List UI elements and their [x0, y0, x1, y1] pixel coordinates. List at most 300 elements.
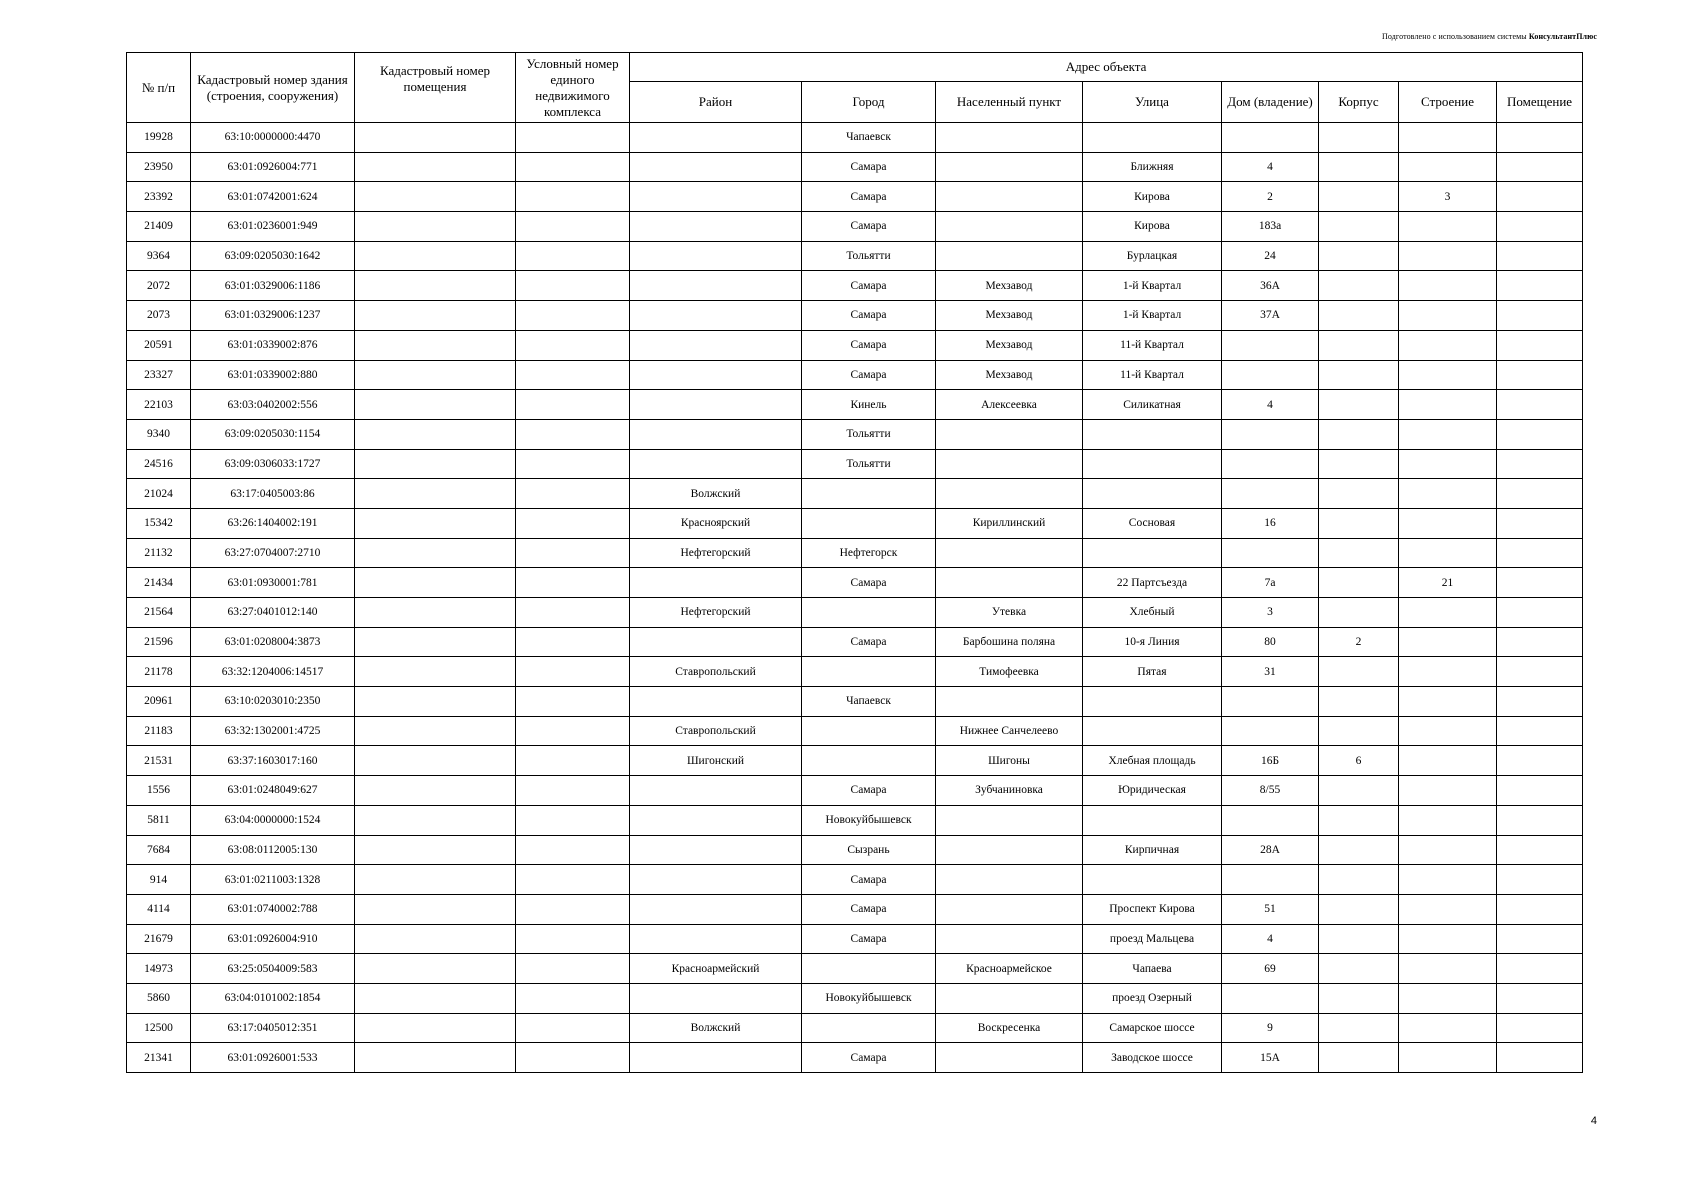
- header-building-cadastral: Кадастровый номер здания (строения, сооружения): [191, 53, 355, 123]
- table-row: [127, 271, 1583, 301]
- cell-city: Нефтегорск: [802, 538, 936, 568]
- cell-korpus: [1319, 123, 1399, 153]
- cell-num: 21178: [127, 657, 191, 687]
- cell-room-cadastral: [355, 182, 516, 212]
- cell-locality: [936, 419, 1083, 449]
- cell-building-cadastral: 63:25:0504009:583: [191, 954, 355, 984]
- cell-city: Самара: [802, 271, 936, 301]
- cell-korpus: [1319, 271, 1399, 301]
- cell-street: Пятая: [1083, 657, 1222, 687]
- cell-num: 21024: [127, 479, 191, 509]
- table-row: [127, 716, 1583, 746]
- cell-street: Бурлацкая: [1083, 241, 1222, 271]
- cell-num: 7684: [127, 835, 191, 865]
- cell-num: 19928: [127, 123, 191, 153]
- cell-street: Хлебная площадь: [1083, 746, 1222, 776]
- cell-locality: [936, 123, 1083, 153]
- header-house: Дом (владение): [1222, 82, 1319, 123]
- cell-district: [630, 419, 802, 449]
- cell-building-cadastral: 63:01:0236001:949: [191, 212, 355, 242]
- cell-premises: [1497, 894, 1583, 924]
- cell-house: [1222, 330, 1319, 360]
- cell-complex-number: [516, 924, 630, 954]
- cell-num: 9340: [127, 419, 191, 449]
- cell-room-cadastral: [355, 983, 516, 1013]
- cell-locality: [936, 835, 1083, 865]
- cell-street: Самарское шоссе: [1083, 1013, 1222, 1043]
- cell-city: Самара: [802, 330, 936, 360]
- cell-locality: Барбошина поляна: [936, 627, 1083, 657]
- cell-korpus: [1319, 152, 1399, 182]
- cell-street: Силикатная: [1083, 390, 1222, 420]
- cell-street: проезд Мальцева: [1083, 924, 1222, 954]
- cell-city: [802, 657, 936, 687]
- cell-room-cadastral: [355, 657, 516, 687]
- cell-city: [802, 954, 936, 984]
- cell-street: Хлебный: [1083, 598, 1222, 628]
- cell-num: 15342: [127, 508, 191, 538]
- cell-street: проезд Озерный: [1083, 983, 1222, 1013]
- cell-room-cadastral: [355, 894, 516, 924]
- cell-premises: [1497, 152, 1583, 182]
- cell-house: [1222, 865, 1319, 895]
- cell-num: 21434: [127, 568, 191, 598]
- cell-room-cadastral: [355, 301, 516, 331]
- cell-complex-number: [516, 983, 630, 1013]
- cell-district: [630, 152, 802, 182]
- cell-premises: [1497, 865, 1583, 895]
- cell-korpus: [1319, 894, 1399, 924]
- cell-house: 37А: [1222, 301, 1319, 331]
- cell-complex-number: [516, 479, 630, 509]
- cell-building: [1399, 538, 1497, 568]
- header-num: № п/п: [127, 53, 191, 123]
- cell-locality: Мехзавод: [936, 271, 1083, 301]
- cell-district: [630, 805, 802, 835]
- cell-building: [1399, 865, 1497, 895]
- table-row: [127, 1043, 1583, 1073]
- cell-district: [630, 865, 802, 895]
- cell-complex-number: [516, 954, 630, 984]
- cell-premises: [1497, 419, 1583, 449]
- cell-street: 1-й Квартал: [1083, 301, 1222, 331]
- table-row: [127, 479, 1583, 509]
- cell-premises: [1497, 805, 1583, 835]
- cell-premises: [1497, 687, 1583, 717]
- cell-num: 21132: [127, 538, 191, 568]
- cell-house: 51: [1222, 894, 1319, 924]
- cell-locality: Шигоны: [936, 746, 1083, 776]
- cell-korpus: [1319, 835, 1399, 865]
- cell-num: 20961: [127, 687, 191, 717]
- header-city: Город: [802, 82, 936, 123]
- cell-street: Ближняя: [1083, 152, 1222, 182]
- table-row: [127, 123, 1583, 153]
- page-number: 4: [1590, 1115, 1597, 1127]
- cell-building: [1399, 1013, 1497, 1043]
- cell-complex-number: [516, 182, 630, 212]
- cell-city: Самара: [802, 776, 936, 806]
- cell-complex-number: [516, 419, 630, 449]
- cell-building: [1399, 360, 1497, 390]
- cell-premises: [1497, 746, 1583, 776]
- cell-house: [1222, 687, 1319, 717]
- cell-district: [630, 390, 802, 420]
- table-row: [127, 627, 1583, 657]
- cell-num: 14973: [127, 954, 191, 984]
- cell-premises: [1497, 123, 1583, 153]
- cell-street: Проспект Кирова: [1083, 894, 1222, 924]
- cell-district: Нефтегорский: [630, 598, 802, 628]
- cell-street: [1083, 538, 1222, 568]
- cell-locality: Тимофеевка: [936, 657, 1083, 687]
- cell-city: Новокуйбышевск: [802, 983, 936, 1013]
- cell-korpus: [1319, 1043, 1399, 1073]
- cell-building: [1399, 152, 1497, 182]
- cell-house: 4: [1222, 390, 1319, 420]
- cell-locality: Утевка: [936, 598, 1083, 628]
- header-address: Адрес объекта: [630, 53, 1583, 82]
- cell-complex-number: [516, 212, 630, 242]
- cell-premises: [1497, 568, 1583, 598]
- cell-premises: [1497, 479, 1583, 509]
- cell-premises: [1497, 1013, 1583, 1043]
- cell-building: [1399, 776, 1497, 806]
- cell-premises: [1497, 954, 1583, 984]
- cell-building: [1399, 687, 1497, 717]
- cell-room-cadastral: [355, 330, 516, 360]
- cell-locality: Мехзавод: [936, 301, 1083, 331]
- cell-room-cadastral: [355, 716, 516, 746]
- cell-complex-number: [516, 508, 630, 538]
- cell-complex-number: [516, 241, 630, 271]
- cell-complex-number: [516, 657, 630, 687]
- cell-district: [630, 330, 802, 360]
- cell-district: Красноярский: [630, 508, 802, 538]
- cell-complex-number: [516, 805, 630, 835]
- cell-locality: Нижнее Санчелеево: [936, 716, 1083, 746]
- cell-korpus: [1319, 716, 1399, 746]
- cell-city: Кинель: [802, 390, 936, 420]
- cell-locality: [936, 182, 1083, 212]
- cell-building: [1399, 330, 1497, 360]
- cell-premises: [1497, 983, 1583, 1013]
- cell-city: Тольятти: [802, 419, 936, 449]
- cell-korpus: [1319, 449, 1399, 479]
- cell-locality: [936, 212, 1083, 242]
- cell-locality: [936, 538, 1083, 568]
- cell-building: [1399, 805, 1497, 835]
- cell-num: 2072: [127, 271, 191, 301]
- cell-complex-number: [516, 716, 630, 746]
- cell-district: Шигонский: [630, 746, 802, 776]
- cell-building-cadastral: 63:17:0405012:351: [191, 1013, 355, 1043]
- cell-premises: [1497, 657, 1583, 687]
- cell-city: [802, 508, 936, 538]
- cell-room-cadastral: [355, 212, 516, 242]
- cell-house: 8/55: [1222, 776, 1319, 806]
- cell-room-cadastral: [355, 805, 516, 835]
- cell-building: [1399, 627, 1497, 657]
- cell-city: Тольятти: [802, 449, 936, 479]
- cell-street: [1083, 687, 1222, 717]
- cell-locality: Мехзавод: [936, 330, 1083, 360]
- table-row: [127, 746, 1583, 776]
- cell-room-cadastral: [355, 835, 516, 865]
- cell-korpus: [1319, 865, 1399, 895]
- cell-num: 23950: [127, 152, 191, 182]
- table-row: [127, 360, 1583, 390]
- cell-city: Самара: [802, 627, 936, 657]
- cell-complex-number: [516, 568, 630, 598]
- cell-room-cadastral: [355, 152, 516, 182]
- cell-room-cadastral: [355, 360, 516, 390]
- cell-building-cadastral: 63:26:1404002:191: [191, 508, 355, 538]
- cell-locality: [936, 1043, 1083, 1073]
- cell-building: [1399, 390, 1497, 420]
- cell-room-cadastral: [355, 627, 516, 657]
- cell-num: 1556: [127, 776, 191, 806]
- cell-district: [630, 568, 802, 598]
- cell-num: 914: [127, 865, 191, 895]
- cell-num: 20591: [127, 330, 191, 360]
- header-district: Район: [630, 82, 802, 123]
- cell-building-cadastral: 63:01:0339002:876: [191, 330, 355, 360]
- cell-house: [1222, 538, 1319, 568]
- cell-building: 3: [1399, 182, 1497, 212]
- cell-korpus: [1319, 419, 1399, 449]
- cell-house: 2: [1222, 182, 1319, 212]
- cell-premises: [1497, 449, 1583, 479]
- table-row: [127, 954, 1583, 984]
- cell-building-cadastral: 63:01:0740002:788: [191, 894, 355, 924]
- cell-city: Самара: [802, 152, 936, 182]
- cell-num: 5860: [127, 983, 191, 1013]
- cell-building-cadastral: 63:08:0112005:130: [191, 835, 355, 865]
- cell-street: [1083, 865, 1222, 895]
- cell-city: [802, 716, 936, 746]
- cell-premises: [1497, 627, 1583, 657]
- cell-district: Ставропольский: [630, 716, 802, 746]
- cell-city: Самара: [802, 894, 936, 924]
- cell-district: Волжский: [630, 1013, 802, 1043]
- cell-district: [630, 1043, 802, 1073]
- cell-city: Новокуйбышевск: [802, 805, 936, 835]
- cell-premises: [1497, 330, 1583, 360]
- cell-complex-number: [516, 1043, 630, 1073]
- table-body: [127, 123, 1583, 1073]
- cell-street: [1083, 716, 1222, 746]
- cell-korpus: [1319, 390, 1399, 420]
- cell-num: 21409: [127, 212, 191, 242]
- cell-city: Самара: [802, 924, 936, 954]
- cell-street: 10-я Линия: [1083, 627, 1222, 657]
- cell-korpus: [1319, 479, 1399, 509]
- cell-locality: [936, 865, 1083, 895]
- cell-locality: [936, 687, 1083, 717]
- cell-room-cadastral: [355, 271, 516, 301]
- table-row: [127, 687, 1583, 717]
- cell-city: [802, 479, 936, 509]
- cell-building-cadastral: 63:09:0306033:1727: [191, 449, 355, 479]
- registry-sheet: [126, 52, 1583, 1073]
- cell-num: 23327: [127, 360, 191, 390]
- cell-korpus: [1319, 568, 1399, 598]
- cell-premises: [1497, 538, 1583, 568]
- cell-district: [630, 241, 802, 271]
- watermark-prefix: Подготовлено с использованием системы: [1382, 32, 1527, 41]
- cell-premises: [1497, 360, 1583, 390]
- cell-building-cadastral: 63:27:0704007:2710: [191, 538, 355, 568]
- cell-building: [1399, 924, 1497, 954]
- cell-room-cadastral: [355, 419, 516, 449]
- cell-complex-number: [516, 687, 630, 717]
- cell-korpus: [1319, 776, 1399, 806]
- cell-korpus: 6: [1319, 746, 1399, 776]
- cell-city: Самара: [802, 360, 936, 390]
- cell-premises: [1497, 776, 1583, 806]
- cell-district: [630, 449, 802, 479]
- cell-district: Нефтегорский: [630, 538, 802, 568]
- cell-street: Кирова: [1083, 212, 1222, 242]
- cell-district: Ставропольский: [630, 657, 802, 687]
- cell-city: Самара: [802, 212, 936, 242]
- cell-building: 21: [1399, 568, 1497, 598]
- cell-korpus: [1319, 538, 1399, 568]
- cell-street: [1083, 479, 1222, 509]
- cell-room-cadastral: [355, 687, 516, 717]
- cell-street: Сосновая: [1083, 508, 1222, 538]
- consultant-watermark: [1382, 32, 1597, 41]
- cell-building-cadastral: 63:03:0402002:556: [191, 390, 355, 420]
- cell-district: [630, 776, 802, 806]
- table-row: [127, 776, 1583, 806]
- cell-district: [630, 687, 802, 717]
- cell-building: [1399, 212, 1497, 242]
- cell-num: 21531: [127, 746, 191, 776]
- cell-street: Заводское шоссе: [1083, 1043, 1222, 1073]
- cell-house: 183а: [1222, 212, 1319, 242]
- cell-street: Юридическая: [1083, 776, 1222, 806]
- cell-street: Кирпичная: [1083, 835, 1222, 865]
- cell-city: Самара: [802, 1043, 936, 1073]
- watermark-brand: КонсультантПлюс: [1528, 32, 1597, 41]
- cell-building-cadastral: 63:01:0930001:781: [191, 568, 355, 598]
- cell-building-cadastral: 63:01:0329006:1237: [191, 301, 355, 331]
- cell-building-cadastral: 63:01:0329006:1186: [191, 271, 355, 301]
- cell-complex-number: [516, 390, 630, 420]
- cell-num: 21183: [127, 716, 191, 746]
- cell-korpus: [1319, 687, 1399, 717]
- cell-building: [1399, 1043, 1497, 1073]
- cell-complex-number: [516, 152, 630, 182]
- cell-building: [1399, 894, 1497, 924]
- cell-house: 16Б: [1222, 746, 1319, 776]
- cell-locality: [936, 152, 1083, 182]
- header-korpus: Корпус: [1319, 82, 1399, 123]
- cell-locality: [936, 241, 1083, 271]
- cell-street: 22 Партсъезда: [1083, 568, 1222, 598]
- cell-city: Самара: [802, 301, 936, 331]
- cell-street: [1083, 805, 1222, 835]
- cell-house: 36А: [1222, 271, 1319, 301]
- cell-room-cadastral: [355, 508, 516, 538]
- cell-premises: [1497, 241, 1583, 271]
- cell-korpus: [1319, 508, 1399, 538]
- cell-num: 12500: [127, 1013, 191, 1043]
- table-row: [127, 865, 1583, 895]
- cell-house: [1222, 360, 1319, 390]
- cell-room-cadastral: [355, 449, 516, 479]
- cell-complex-number: [516, 776, 630, 806]
- cell-street: Кирова: [1083, 182, 1222, 212]
- cell-building: [1399, 746, 1497, 776]
- cell-district: Красноармейский: [630, 954, 802, 984]
- table-row: [127, 1013, 1583, 1043]
- cell-house: [1222, 419, 1319, 449]
- cell-premises: [1497, 598, 1583, 628]
- cell-num: 2073: [127, 301, 191, 331]
- cell-korpus: [1319, 954, 1399, 984]
- table-row: [127, 598, 1583, 628]
- cell-building: [1399, 954, 1497, 984]
- cell-locality: Алексеевка: [936, 390, 1083, 420]
- cell-room-cadastral: [355, 598, 516, 628]
- cell-building: [1399, 301, 1497, 331]
- cell-premises: [1497, 835, 1583, 865]
- cell-building: [1399, 657, 1497, 687]
- cell-korpus: [1319, 805, 1399, 835]
- cell-premises: [1497, 390, 1583, 420]
- cell-complex-number: [516, 538, 630, 568]
- cell-building-cadastral: 63:37:1603017:160: [191, 746, 355, 776]
- cell-district: [630, 983, 802, 1013]
- cell-city: [802, 746, 936, 776]
- cell-locality: [936, 479, 1083, 509]
- cell-building: [1399, 983, 1497, 1013]
- table-row: [127, 182, 1583, 212]
- table-row: [127, 390, 1583, 420]
- cell-house: [1222, 449, 1319, 479]
- cell-house: 4: [1222, 152, 1319, 182]
- cell-city: Сызрань: [802, 835, 936, 865]
- cell-room-cadastral: [355, 924, 516, 954]
- cell-num: 9364: [127, 241, 191, 271]
- cell-room-cadastral: [355, 390, 516, 420]
- cell-city: Чапаевск: [802, 123, 936, 153]
- cell-building-cadastral: 63:17:0405003:86: [191, 479, 355, 509]
- cell-building-cadastral: 63:10:0000000:4470: [191, 123, 355, 153]
- table-row: [127, 419, 1583, 449]
- cell-premises: [1497, 271, 1583, 301]
- table-row: [127, 152, 1583, 182]
- cell-building-cadastral: 63:01:0248049:627: [191, 776, 355, 806]
- cell-korpus: 2: [1319, 627, 1399, 657]
- cell-room-cadastral: [355, 241, 516, 271]
- cell-district: [630, 271, 802, 301]
- cell-num: 21341: [127, 1043, 191, 1073]
- cell-building: [1399, 449, 1497, 479]
- cell-city: [802, 598, 936, 628]
- cell-room-cadastral: [355, 1013, 516, 1043]
- table-row: [127, 212, 1583, 242]
- cell-premises: [1497, 1043, 1583, 1073]
- cell-korpus: [1319, 598, 1399, 628]
- cell-korpus: [1319, 182, 1399, 212]
- table-row: [127, 924, 1583, 954]
- cell-num: 5811: [127, 805, 191, 835]
- cell-street: 11-й Квартал: [1083, 330, 1222, 360]
